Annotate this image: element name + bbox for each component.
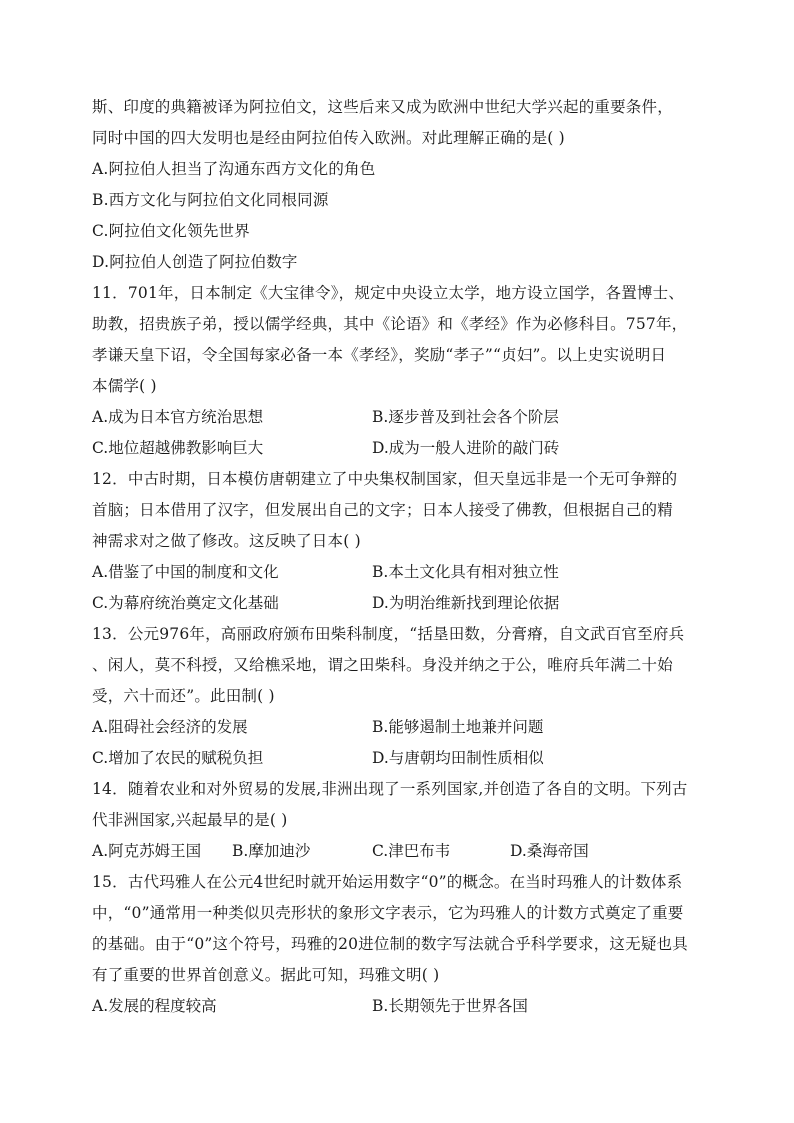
option-c: C.为幕府统治奠定文化基础 [92, 594, 279, 612]
question-text-line: 孝谦天皇下诏，令全国每家必备一本《孝经》，奖励“孝子”“贞妇”。以上史实说明日 [92, 346, 667, 364]
question-12 [92, 464, 712, 619]
option-a: A.阿克苏姆王国 [92, 842, 202, 860]
question-text-line: 15．古代玛雅人在公元4世纪时就开始运用数字“0”的概念。在当时玛雅人的计数体系 [92, 873, 683, 891]
options-row [92, 712, 712, 743]
question-text-line: 受，六十而还”。此田制( ) [92, 687, 275, 705]
option-d: D.与唐朝均田制性质相似 [372, 749, 544, 767]
option-d: D.成为一般人进阶的敲门砖 [372, 439, 560, 457]
options-row [92, 836, 712, 867]
question-13 [92, 619, 712, 774]
option-b: B.逐步普及到社会各个阶层 [372, 408, 559, 426]
question-text-line: 、闲人，莫不科授，又给樵采地，谓之田柴科。身没并纳之于公，唯府兵年满二十始 [92, 656, 673, 674]
option-d: D.桑海帝国 [510, 842, 589, 860]
option-b: B.摩加迪沙 [232, 842, 311, 860]
option-a: A.发展的程度较高 [92, 997, 217, 1015]
question-text-line: 代非洲国家,兴起最早的是( ) [92, 811, 288, 829]
option-b: B.能够遏制土地兼并问题 [372, 718, 544, 736]
question-text-line: 同时中国的四大发明也是经由阿拉伯传入欧洲。对此理解正确的是( ) [92, 129, 565, 147]
options-row [92, 557, 712, 588]
options-row [92, 991, 712, 1022]
question-text-line: 中，“0”通常用一种类似贝壳形状的象形文字表示，它为玛雅人的计数方式奠定了重要 [92, 904, 684, 922]
option-d: D.阿拉伯人创造了阿拉伯数字 [92, 253, 298, 271]
options-row [92, 588, 712, 619]
option-a: A.成为日本官方统治思想 [92, 408, 264, 426]
options-row [92, 743, 712, 774]
option-c: C.阿拉伯文化领先世界 [92, 222, 250, 240]
option-b: B.本土文化具有相对独立性 [372, 563, 559, 581]
option-c: C.津巴布韦 [372, 842, 451, 860]
option-c: C.增加了农民的赋税负担 [92, 749, 264, 767]
option-a: A.阻碍社会经济的发展 [92, 718, 248, 736]
question-14 [92, 774, 712, 867]
question-10 [92, 92, 712, 278]
options-row [92, 433, 712, 464]
exam-content [92, 92, 712, 1022]
question-text-line: 首脑；日本借用了汉字，但发展出自己的文字；日本人接受了佛教，但根据自己的精 [92, 501, 673, 519]
question-text-line: 14．随着农业和对外贸易的发展,非洲出现了一系列国家,并创造了各自的文明。下列古 [92, 780, 688, 798]
question-text-line: 的基础。由于“0”这个符号，玛雅的20进位制的数字写法就合乎科学要求，这无疑也具 [92, 935, 688, 953]
option-a: A.阿拉伯人担当了沟通东西方文化的角色 [92, 160, 376, 178]
question-text-line: 本儒学( ) [92, 377, 157, 395]
question-15 [92, 867, 712, 1022]
question-11 [92, 278, 712, 464]
options-row [92, 402, 712, 433]
option-c: C.地位超越佛教影响巨大 [92, 439, 264, 457]
question-text-line: 有了重要的世界首创意义。据此可知，玛雅文明( ) [92, 966, 440, 984]
option-b: B.西方文化与阿拉伯文化同根同源 [92, 191, 329, 209]
option-d: D.为明治维新找到理论依据 [372, 594, 560, 612]
option-a: A.借鉴了中国的制度和文化 [92, 563, 279, 581]
question-text-line: 12．中古时期，日本模仿唐朝建立了中央集权制国家，但天皇远非是一个无可争辩的 [92, 470, 678, 488]
question-text-line: 神需求对之做了修改。这反映了日本( ) [92, 532, 361, 550]
question-text-line: 13．公元976年，高丽政府颁布田柴科制度，“括垦田数，分膏瘠，自文武百官至府兵 [92, 625, 685, 643]
question-text-line: 11．701年，日本制定《大宝律令》，规定中央设立太学，地方设立国学，各置博士、 [92, 284, 685, 302]
question-text-line: 斯、印度的典籍被译为阿拉伯文，这些后来又成为欧洲中世纪大学兴起的重要条件， [92, 98, 673, 116]
option-b: B.长期领先于世界各国 [372, 997, 528, 1015]
question-text-line: 助教，招贵族子弟，授以儒学经典，其中《论语》和《孝经》作为必修科目。757年， [92, 315, 688, 333]
